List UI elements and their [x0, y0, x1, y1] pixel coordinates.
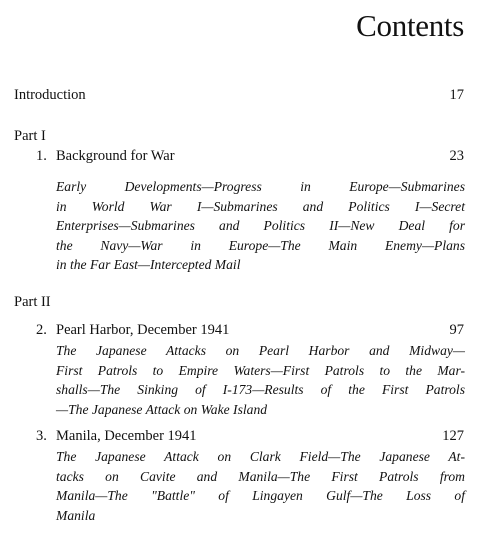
chapter-2-summary-line: —The Japanese Attack on Wake Island [56, 401, 268, 417]
chapter-2-summary-line: The Japanese Attacks on Pearl Harbor and Midway— [56, 343, 465, 358]
chapter-1-heading [36, 148, 175, 165]
chapter-1-summary-line: Enterprises—Submarines and Politics II—New Deal for [56, 218, 465, 233]
chapter-1-page: 23 [449, 148, 464, 164]
page-title: Contents [356, 8, 464, 43]
chapter-2-heading [36, 322, 229, 339]
chapter-3-page: 127 [442, 428, 464, 444]
chapter-1-summary [56, 177, 465, 275]
chapter-2-number: 2. [36, 322, 47, 338]
toc-entry-introduction-label: Introduction [14, 87, 86, 103]
chapter-1-summary-line: in World War I—Submarines and Politics I—Secret [56, 198, 465, 214]
chapter-2-summary-line: shalls—The Sinking of I-173—Results of the First Patrols [56, 382, 465, 397]
chapter-3-summary-line: The Japanese Attack on Clark Field—The Japanese At- [56, 449, 465, 464]
chapter-3-heading [36, 428, 197, 445]
chapter-3-number: 3. [36, 428, 47, 444]
chapter-1-summary-line: Early Developments—Progress in Europe—Submarines [56, 179, 465, 194]
chapter-3-summary-line: tacks on Cavite and Manila—The First Patrols from [56, 468, 465, 484]
chapter-3-summary-line: Manila [56, 507, 96, 523]
chapter-2-title: Pearl Harbor, December 1941 [56, 322, 230, 338]
chapter-3-summary [56, 447, 465, 525]
chapter-1-summary-line: the Navy—War in Europe—The Main Enemy—Plans [56, 237, 465, 253]
chapter-1-title: Background for War [56, 148, 175, 164]
toc-entry-introduction-page: 17 [449, 87, 464, 103]
chapter-2-summary-line: First Patrols to Empire Waters—First Patrols to the Mar- [56, 362, 465, 378]
chapter-3-title: Manila, December 1941 [56, 428, 197, 444]
part-heading-2: Part II [14, 294, 51, 310]
chapter-1-number: 1. [36, 148, 47, 164]
chapter-1-summary-line: in the Far East—Intercepted Mail [56, 257, 241, 272]
chapter-2-page: 97 [449, 322, 464, 338]
chapter-2-summary [56, 341, 465, 419]
part-heading-1: Part I [14, 128, 46, 144]
chapter-3-summary-line: Manila—The "Battle" of Lingayen Gulf—The Loss of [56, 488, 465, 503]
